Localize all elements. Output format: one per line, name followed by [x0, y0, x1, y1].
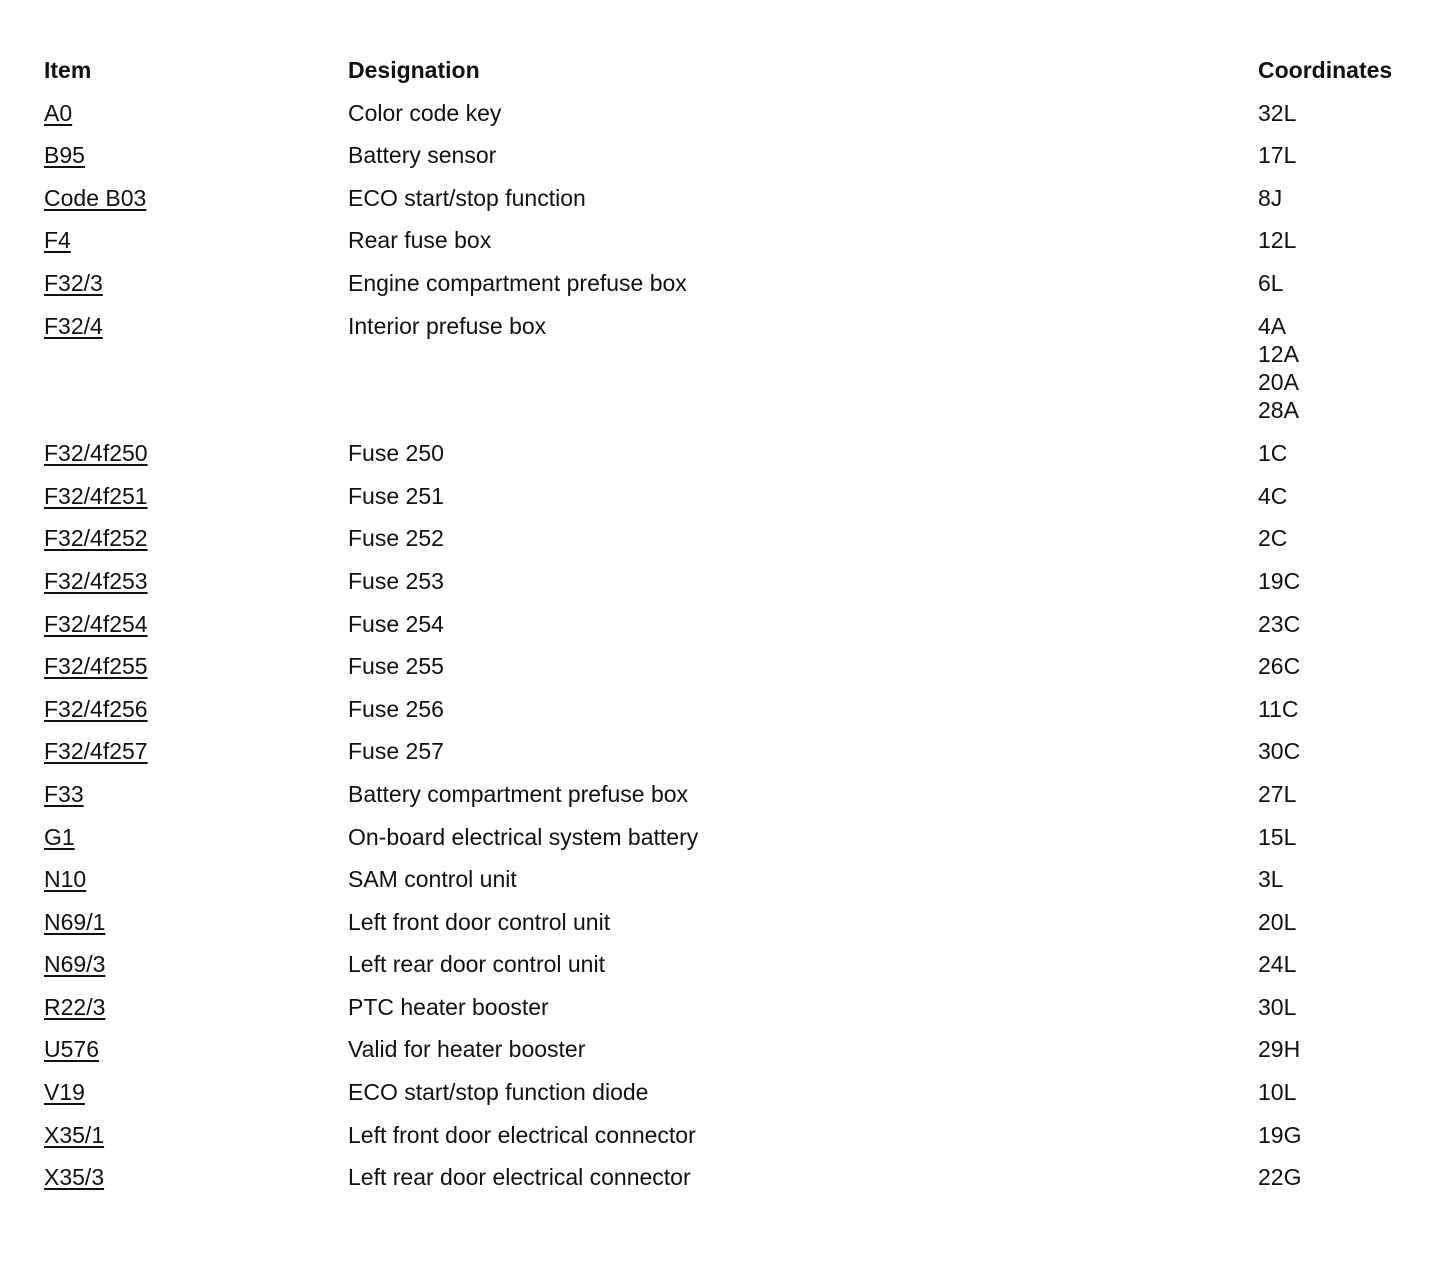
- coordinate-value: 27L: [1258, 780, 1297, 807]
- table-row: [44, 695, 1424, 738]
- designation-cell: Color code key: [348, 99, 502, 126]
- designation-cell: Fuse 253: [348, 567, 444, 594]
- item-link[interactable]: F32/4f250: [44, 440, 148, 467]
- item-link[interactable]: N69/3: [44, 951, 106, 978]
- coordinates-cell: [1258, 524, 1424, 552]
- item-link[interactable]: F32/4f257: [44, 738, 148, 765]
- designation-cell: Left front door electrical connector: [348, 1121, 696, 1148]
- table-row: [44, 1163, 1424, 1206]
- designation-cell: Interior prefuse box: [348, 312, 547, 339]
- table-row: [44, 1078, 1424, 1121]
- coordinates-cell: [1258, 908, 1424, 936]
- coordinate-value: 10L: [1258, 1079, 1297, 1106]
- item-link[interactable]: A0: [44, 99, 73, 126]
- item-link[interactable]: F32/4: [44, 312, 103, 339]
- coordinates-cell: [1258, 439, 1424, 467]
- coordinate-value: 26C: [1258, 653, 1301, 680]
- item-link[interactable]: F33: [44, 780, 84, 807]
- item-link[interactable]: F32/4f256: [44, 695, 148, 722]
- designation-cell: PTC heater booster: [348, 993, 549, 1020]
- coordinates-cell: [1258, 737, 1424, 765]
- coordinates-cell: [1258, 865, 1424, 893]
- coordinates-cell: [1258, 1121, 1424, 1149]
- table-row: [44, 1121, 1424, 1164]
- coordinates-cell: [1258, 269, 1424, 297]
- coordinates-cell: [1258, 652, 1424, 680]
- coordinate-value: 4A: [1258, 312, 1287, 339]
- coordinate-value: 30C: [1258, 738, 1301, 765]
- coordinate-value: 22G: [1258, 1164, 1302, 1191]
- item-link[interactable]: X35/3: [44, 1164, 105, 1191]
- table-row: [44, 950, 1424, 993]
- designation-cell: Fuse 252: [348, 525, 444, 552]
- table-row: [44, 1035, 1424, 1078]
- coordinate-value: 12A: [1258, 340, 1299, 367]
- component-legend-table: [44, 56, 1424, 1206]
- coordinate-value: 29H: [1258, 1036, 1301, 1063]
- item-link[interactable]: N69/1: [44, 908, 106, 935]
- coordinate-value: 3L: [1258, 866, 1284, 893]
- table-row: [44, 524, 1424, 567]
- table-row: [44, 993, 1424, 1036]
- table-row: [44, 312, 1424, 440]
- coordinates-cell: [1258, 482, 1424, 510]
- coordinates-cell: [1258, 99, 1424, 127]
- coordinates-cell: [1258, 226, 1424, 254]
- item-link[interactable]: G1: [44, 823, 75, 850]
- designation-cell: Fuse 251: [348, 482, 444, 509]
- table-row: [44, 184, 1424, 227]
- table-row: [44, 439, 1424, 482]
- table-body: [44, 99, 1424, 1206]
- table-row: [44, 737, 1424, 780]
- table-row: [44, 865, 1424, 908]
- designation-cell: On-board electrical system battery: [348, 823, 699, 850]
- designation-cell: Rear fuse box: [348, 227, 492, 254]
- coordinate-value: 4C: [1258, 482, 1288, 509]
- table-row: [44, 610, 1424, 653]
- item-link[interactable]: U576: [44, 1036, 99, 1063]
- item-link[interactable]: F32/4f253: [44, 567, 148, 594]
- designation-cell: SAM control unit: [348, 866, 517, 893]
- item-link[interactable]: F32/4f255: [44, 653, 148, 680]
- item-column-header: Item: [44, 57, 92, 83]
- coordinates-cell: [1258, 950, 1424, 978]
- designation-cell: Fuse 250: [348, 440, 444, 467]
- item-link[interactable]: R22/3: [44, 993, 106, 1020]
- designation-cell: ECO start/stop function diode: [348, 1079, 649, 1106]
- coordinates-cell: [1258, 312, 1424, 424]
- designation-cell: Left front door control unit: [348, 908, 611, 935]
- coordinate-value: 23C: [1258, 610, 1301, 637]
- table-row: [44, 226, 1424, 269]
- item-link[interactable]: V19: [44, 1079, 85, 1106]
- table-row: [44, 269, 1424, 312]
- coordinate-value: 32L: [1258, 99, 1297, 126]
- item-link[interactable]: N10: [44, 866, 87, 893]
- coordinate-value: 2C: [1258, 525, 1288, 552]
- coordinates-column-header: Coordinates: [1258, 57, 1393, 83]
- coordinate-value: 24L: [1258, 951, 1297, 978]
- coordinates-cell: [1258, 1035, 1424, 1063]
- designation-cell: ECO start/stop function: [348, 184, 586, 211]
- coordinates-cell: [1258, 610, 1424, 638]
- item-link[interactable]: F32/4f251: [44, 482, 148, 509]
- designation-cell: Left rear door electrical connector: [348, 1164, 691, 1191]
- coordinate-value: 30L: [1258, 993, 1297, 1020]
- item-link[interactable]: F32/4f252: [44, 525, 148, 552]
- coordinate-value: 17L: [1258, 142, 1297, 169]
- item-link[interactable]: B95: [44, 142, 85, 169]
- designation-cell: Fuse 257: [348, 738, 444, 765]
- coordinate-value: 20A: [1258, 368, 1299, 395]
- coordinates-cell: [1258, 993, 1424, 1021]
- designation-cell: Battery compartment prefuse box: [348, 780, 689, 807]
- table-row: [44, 652, 1424, 695]
- table-row: [44, 141, 1424, 184]
- designation-cell: Valid for heater booster: [348, 1036, 586, 1063]
- coordinate-value: 1C: [1258, 440, 1288, 467]
- coordinate-value: 6L: [1258, 269, 1284, 296]
- item-link[interactable]: X35/1: [44, 1121, 105, 1148]
- coordinate-value: 12L: [1258, 227, 1297, 254]
- item-link[interactable]: F32/4f254: [44, 610, 148, 637]
- table-row: [44, 567, 1424, 610]
- table-row: [44, 482, 1424, 525]
- coordinates-cell: [1258, 780, 1424, 808]
- coordinates-cell: [1258, 567, 1424, 595]
- designation-cell: Fuse 254: [348, 610, 444, 637]
- table-row: [44, 823, 1424, 866]
- designation-cell: Fuse 255: [348, 653, 444, 680]
- item-link[interactable]: F4: [44, 227, 71, 254]
- coordinate-value: 19G: [1258, 1121, 1302, 1148]
- coordinate-value: 11C: [1258, 695, 1299, 722]
- coordinates-cell: [1258, 141, 1424, 169]
- coordinates-cell: [1258, 184, 1424, 212]
- coordinates-cell: [1258, 1078, 1424, 1106]
- item-link[interactable]: F32/3: [44, 269, 103, 296]
- coordinates-cell: [1258, 1163, 1424, 1191]
- table-row: [44, 780, 1424, 823]
- table-header-row: [44, 56, 1424, 99]
- coordinates-cell: [1258, 823, 1424, 851]
- designation-column-header: Designation: [348, 57, 480, 83]
- designation-cell: Left rear door control unit: [348, 951, 605, 978]
- designation-cell: Engine compartment prefuse box: [348, 269, 687, 296]
- designation-cell: Fuse 256: [348, 695, 444, 722]
- coordinate-value: 15L: [1258, 823, 1297, 850]
- coordinate-value: 8J: [1258, 184, 1283, 211]
- coordinate-value: 20L: [1258, 908, 1297, 935]
- coordinates-cell: [1258, 695, 1424, 723]
- designation-cell: Battery sensor: [348, 142, 497, 169]
- coordinate-value: 19C: [1258, 567, 1301, 594]
- item-link[interactable]: Code B03: [44, 184, 147, 211]
- table-row: [44, 99, 1424, 142]
- coordinate-value: 28A: [1258, 396, 1299, 423]
- table-row: [44, 908, 1424, 951]
